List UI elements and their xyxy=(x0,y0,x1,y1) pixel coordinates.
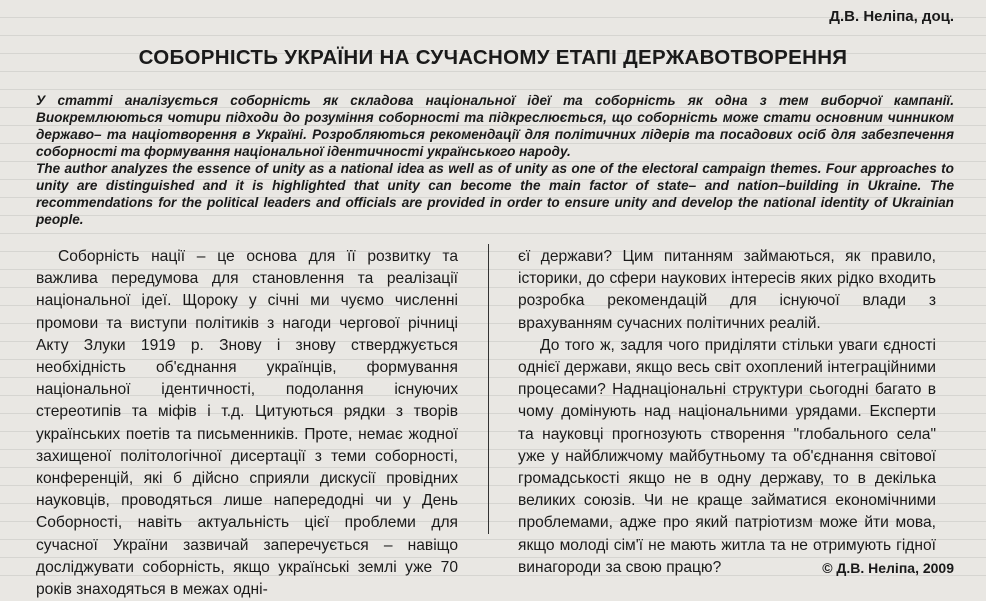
paragraph: До того ж, задля чого приділяти стільки уваги єдності однієї держави, якщо весь світ охоплений інтеграційними процесами? Наднаціональні структури сьогодні багато в чому домінують над національними урядами. Експерти та науковці прогнозують створення "глобального села" уже у найближчому майбутньому та об'єднання світової громадськості якщо не в одну державу, то в декілька великих союзів. Чи не краще займатися економічними проблемами, адже про який патріотизм може йти мова, якщо молоді сім'ї не мають житла та не отримують гідної винагороди за свою працю? xyxy=(518,336,936,576)
body-column-right xyxy=(518,246,936,579)
article-title: СОБОРНІСТЬ УКРАЇНИ НА СУЧАСНОМУ ЕТАПІ ДЕРЖАВОТВОРЕННЯ xyxy=(138,46,848,69)
paragraph: Соборність нації – це основа для її розвитку та важлива передумова для становлення та реалізації національної ідеї. Щороку у січні ми чуємо численні промови та виступи політиків з нагоди чергової річниці Акту Злуки 1919 р. Знову і знову стверджується необхідність об'єднання українців, формування національної ідентичності, подолання існуючих стереотипів та міфів і т.д. Цитуються рядки з творів українських поетів та письменників. Проте, немає жодної захищеної політологічної дисертації з теми соборності, конференцій, які б дійсно сприяли дискусії провідних науковців, проводяться лише напередодні чи у День Соборності, навіть актуальність цієї проблеми для сучасної України зазвичай заперечується – навіщо досліджувати соборність, якщо українські землі уже 70 років знаходяться в межах одні- xyxy=(36,248,458,599)
copyright-notice: © Д.В. Неліпа, 2009 xyxy=(822,560,954,576)
abstract-english: The author analyzes the essence of unity as a national idea as well as of unity as one of the electoral campaign themes. Four approaches to unity are distinguished and it is highlighted that unity can become the main factor of state– and nation–building in Ukraine. The recommendations for the political leaders and officials are provided in order to ensure unity and develop the national identity of Ukrainian people. xyxy=(36,161,954,227)
author-line: Д.В. Неліпа, доц. xyxy=(829,8,954,25)
abstract-ukrainian: У статті аналізується соборність як складова національної ідеї та соборність як одна з тем виборчої кампанії. Виокремлюються чотири підходи до розуміння соборності та підкреслюється, що соборність може стати основним чинником державо– та націотворення в Україні. Розробляються рекомендації для політичних лідерів та посадових осіб для забезпечення соборності та формування національної ідентичності українського народу. xyxy=(36,93,954,159)
paragraph: єї держави? Цим питанням займаються, як правило, історики, до сфери наукових інтересів яких рідко входить розробка рекомендацій для існуючої влади з врахуванням сучасних політичних реалій. xyxy=(518,248,936,332)
body-column-left xyxy=(36,246,458,601)
column-divider xyxy=(488,244,489,534)
